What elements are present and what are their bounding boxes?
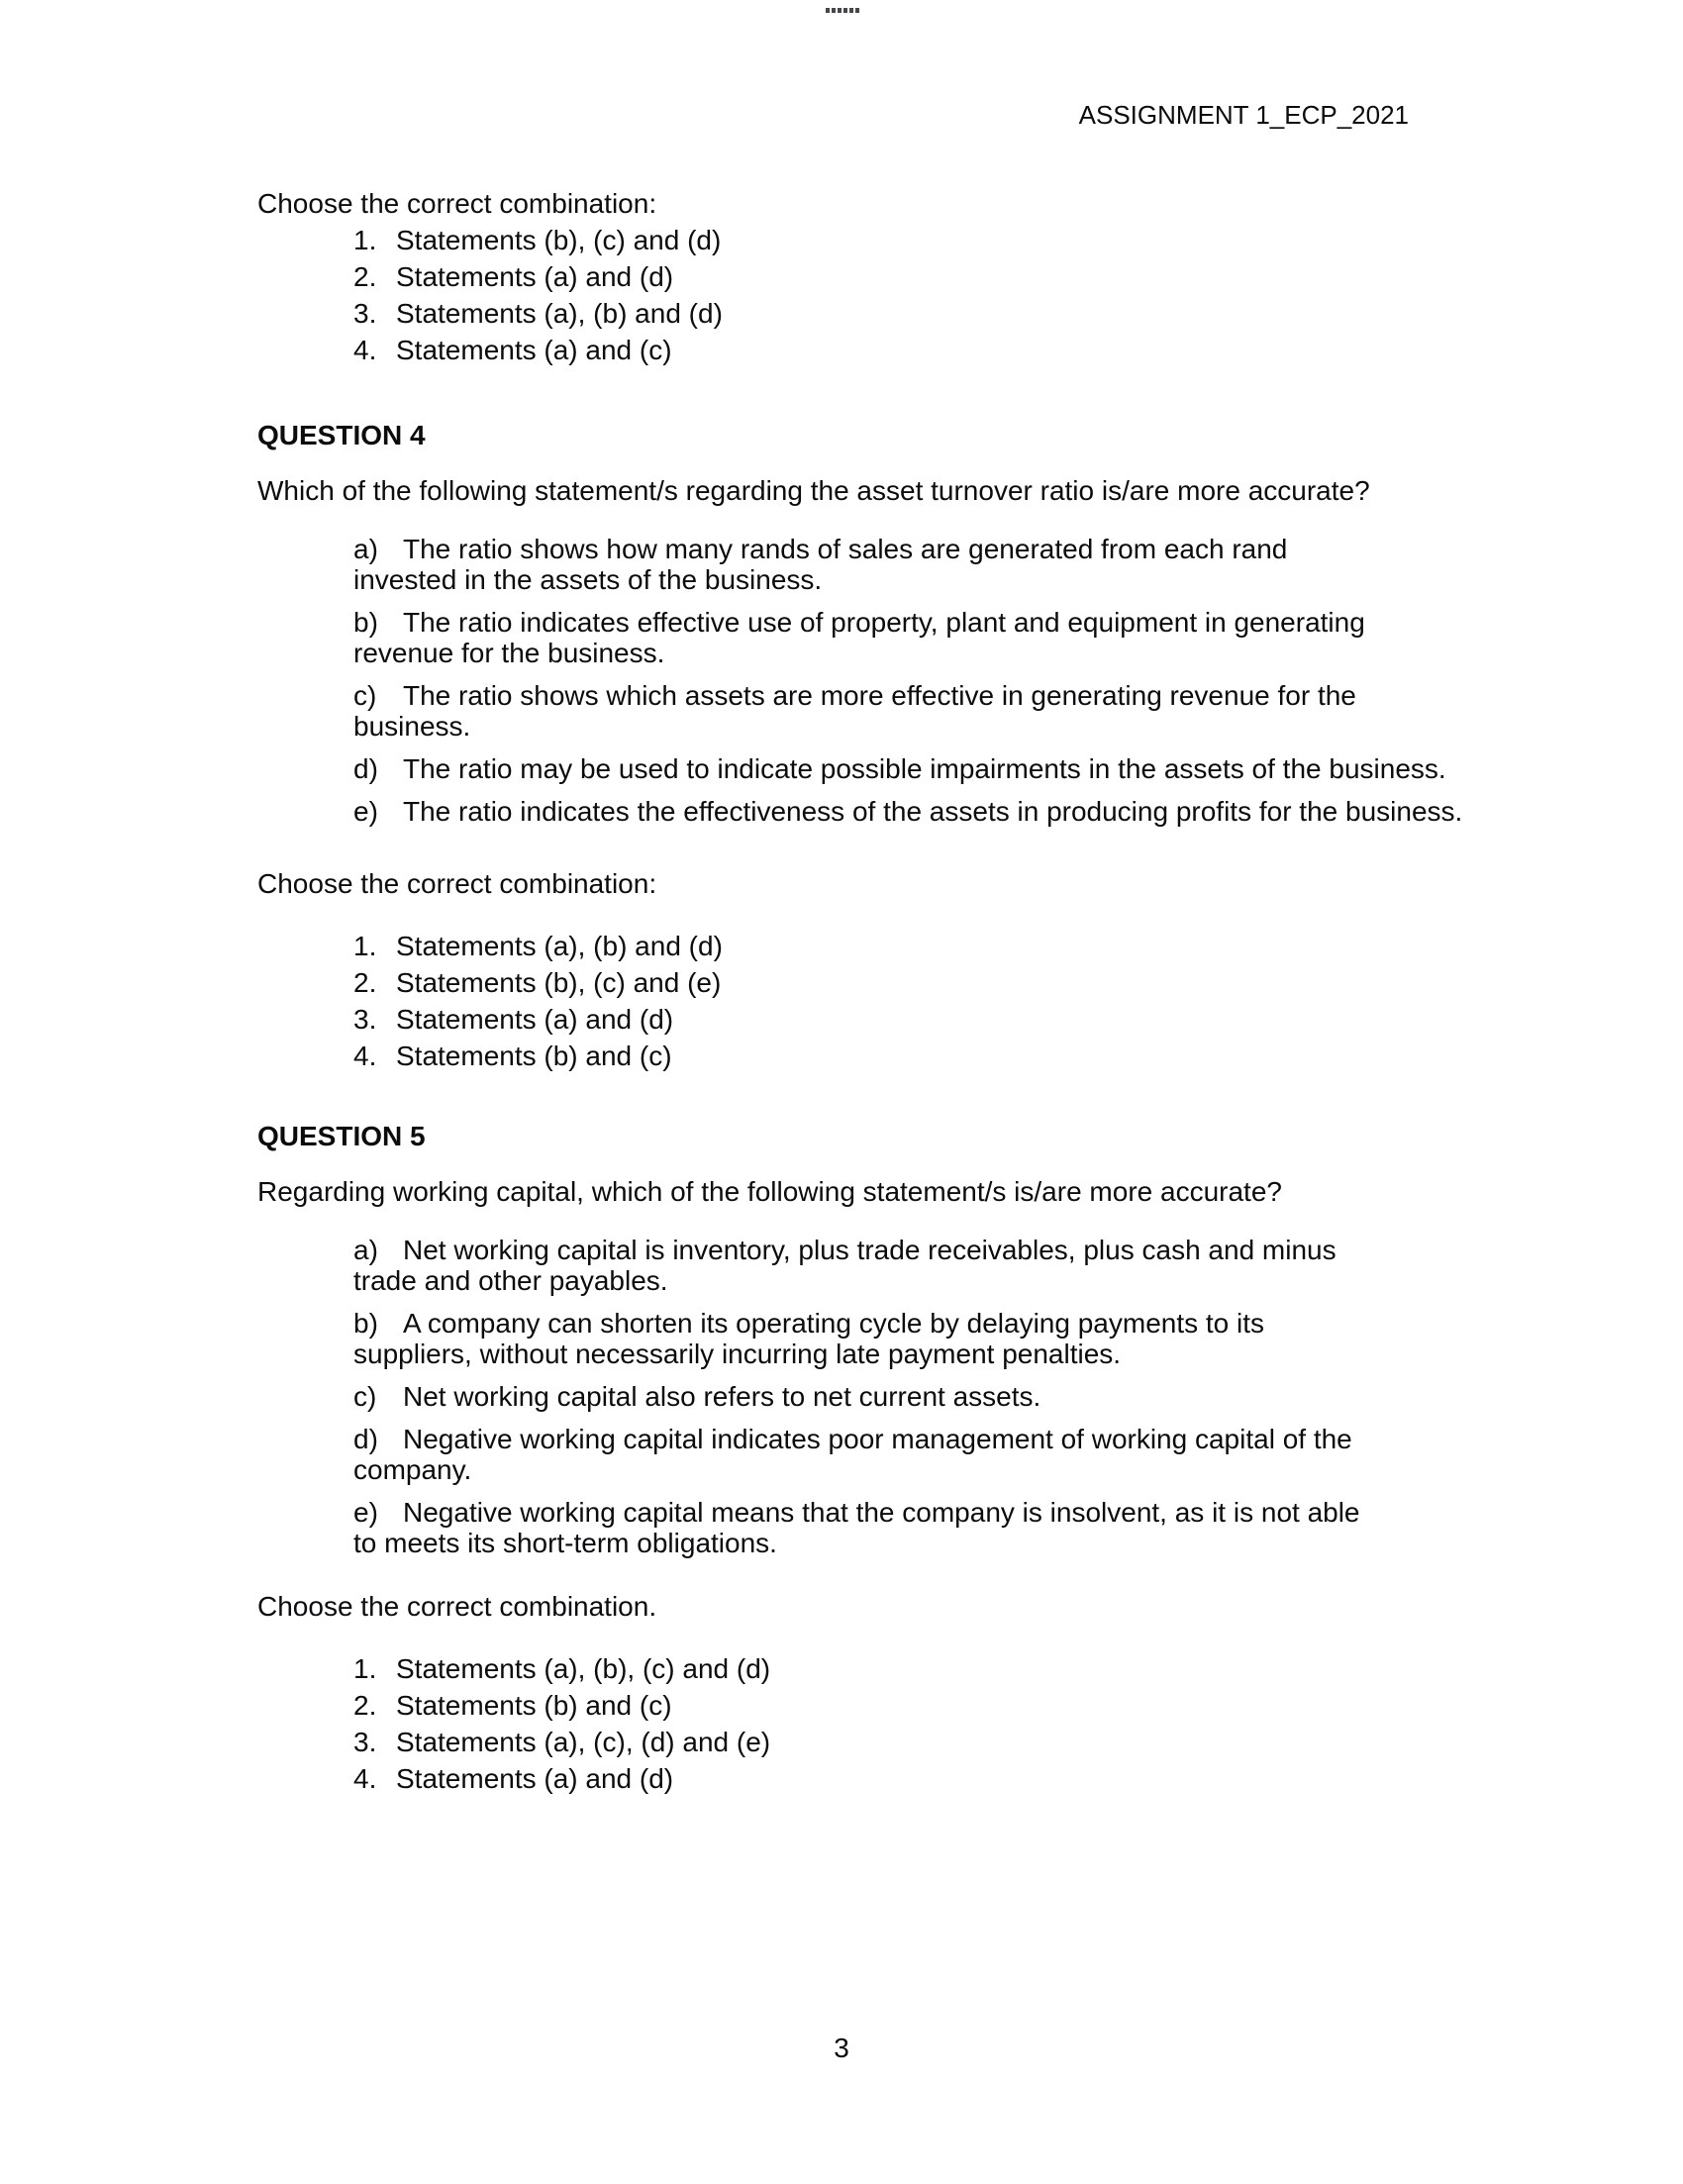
choice-text: Statements (b), (c) and (e) [396, 967, 722, 998]
statement-c [353, 680, 1455, 742]
page-number: 3 [834, 2033, 849, 2063]
statement-e [353, 796, 1463, 827]
choice-number: 1. [353, 931, 377, 961]
choice-text: Statements (a), (b) and (d) [396, 298, 723, 329]
choice-item [353, 1724, 1455, 1760]
question-5-title: QUESTION 5 [257, 1121, 426, 1151]
question-5-choices [257, 1650, 1455, 1797]
statement-label: e) [353, 1497, 378, 1528]
statement-a [353, 534, 1455, 595]
choice-item [353, 1038, 1455, 1074]
statement-c [353, 1381, 1455, 1412]
choice-number: 2. [353, 1690, 377, 1721]
choice-text: Statements (a) and (d) [396, 1004, 674, 1035]
choice-text: Statements (a), (c), (d) and (e) [396, 1727, 771, 1757]
statement-text: suppliers, without necessarily incurring late payment penalties. [353, 1339, 1122, 1369]
statement-label: b) [353, 607, 378, 638]
question-4-statements [257, 534, 1463, 827]
statement-label: d) [353, 753, 378, 784]
statement-label: c) [353, 1381, 377, 1412]
choice-item [353, 295, 1455, 332]
question-4-section [257, 417, 1463, 1074]
choice-number: 3. [353, 1004, 377, 1035]
statement-text: company. [353, 1454, 472, 1485]
statement-text: The ratio shows how many rands of sales are generated from each rand [403, 534, 1288, 564]
choice-text: Statements (b), (c) and (d) [396, 225, 722, 255]
question-5-statements [257, 1235, 1455, 1558]
statement-text: Negative working capital indicates poor management of working capital of the [403, 1424, 1352, 1454]
choice-item [353, 1760, 1455, 1797]
micro-text-artifact [826, 8, 861, 13]
statement-label: c) [353, 680, 377, 711]
choice-text: Statements (b) and (c) [396, 1041, 672, 1071]
choice-number: 2. [353, 261, 377, 292]
question-4-title: QUESTION 4 [257, 420, 426, 450]
question-5-text: Regarding working capital, which of the following statement/s is/are more accurate? [257, 1176, 1282, 1207]
statement-text: Net working capital also refers to net current assets. [403, 1381, 1041, 1412]
page-content [257, 185, 1463, 1797]
statement-a [353, 1235, 1455, 1296]
statement-label: b) [353, 1308, 378, 1339]
choice-text: Statements (a), (b), (c) and (d) [396, 1653, 771, 1684]
statement-text: trade and other payables. [353, 1265, 668, 1296]
choice-number: 4. [353, 335, 377, 365]
statement-label: d) [353, 1424, 378, 1454]
choice-item [353, 928, 1455, 964]
question-4-choices [257, 928, 1455, 1074]
choice-number: 3. [353, 1727, 377, 1757]
question-4-text: Which of the following statement/s regarding the asset turnover ratio is/are more accurate? [257, 475, 1370, 506]
choice-number: 2. [353, 967, 377, 998]
question-5-section [257, 1118, 1455, 1797]
combination-prompt: Choose the correct combination: [257, 188, 657, 219]
statement-e [353, 1497, 1455, 1558]
statement-d [353, 753, 1455, 784]
combination-prompt: Choose the correct combination: [257, 868, 657, 899]
choice-item [353, 332, 1455, 368]
choice-text: Statements (a), (b) and (d) [396, 931, 723, 961]
statement-d [353, 1424, 1455, 1485]
statement-text: invested in the assets of the business. [353, 564, 823, 595]
page-header-title: ASSIGNMENT 1_ECP_2021 [1078, 100, 1409, 130]
statement-label: a) [353, 534, 378, 564]
choice-text: Statements (b) and (c) [396, 1690, 672, 1721]
choice-item [353, 1001, 1455, 1038]
statement-label: a) [353, 1235, 378, 1265]
choice-item [353, 1650, 1455, 1687]
statement-text: revenue for the business. [353, 638, 665, 668]
statement-label: e) [353, 796, 378, 827]
choice-text: Statements (a) and (c) [396, 335, 672, 365]
combination-prompt: Choose the correct combination. [257, 1591, 657, 1622]
statement-text: business. [353, 711, 471, 742]
choice-number: 4. [353, 1041, 377, 1071]
statement-text: Net working capital is inventory, plus trade receivables, plus cash and minus [403, 1235, 1336, 1265]
choice-item [353, 964, 1455, 1001]
choice-item [353, 222, 1455, 258]
statement-text: Negative working capital means that the company is insolvent, as it is not able [403, 1497, 1360, 1528]
statement-b [353, 1308, 1455, 1369]
choice-text: Statements (a) and (d) [396, 261, 674, 292]
choice-number: 3. [353, 298, 377, 329]
statement-text: The ratio shows which assets are more effective in generating revenue for the [403, 680, 1356, 711]
statement-text: The ratio indicates effective use of property, plant and equipment in generating [403, 607, 1365, 638]
combination-choices [257, 222, 1455, 368]
choice-number: 4. [353, 1763, 377, 1794]
choice-item [353, 1687, 1455, 1724]
choice-text: Statements (a) and (d) [396, 1763, 674, 1794]
choice-number: 1. [353, 225, 377, 255]
statement-text: The ratio may be used to indicate possible impairments in the assets of the business. [403, 753, 1446, 784]
choice-item [353, 258, 1455, 295]
statement-text: A company can shorten its operating cycle by delaying payments to its [403, 1308, 1265, 1339]
choice-number: 1. [353, 1653, 377, 1684]
statement-text: The ratio indicates the effectiveness of the assets in producing profits for the business. [403, 796, 1463, 827]
statement-text: to meets its short-term obligations. [353, 1528, 777, 1558]
statement-b [353, 607, 1455, 668]
